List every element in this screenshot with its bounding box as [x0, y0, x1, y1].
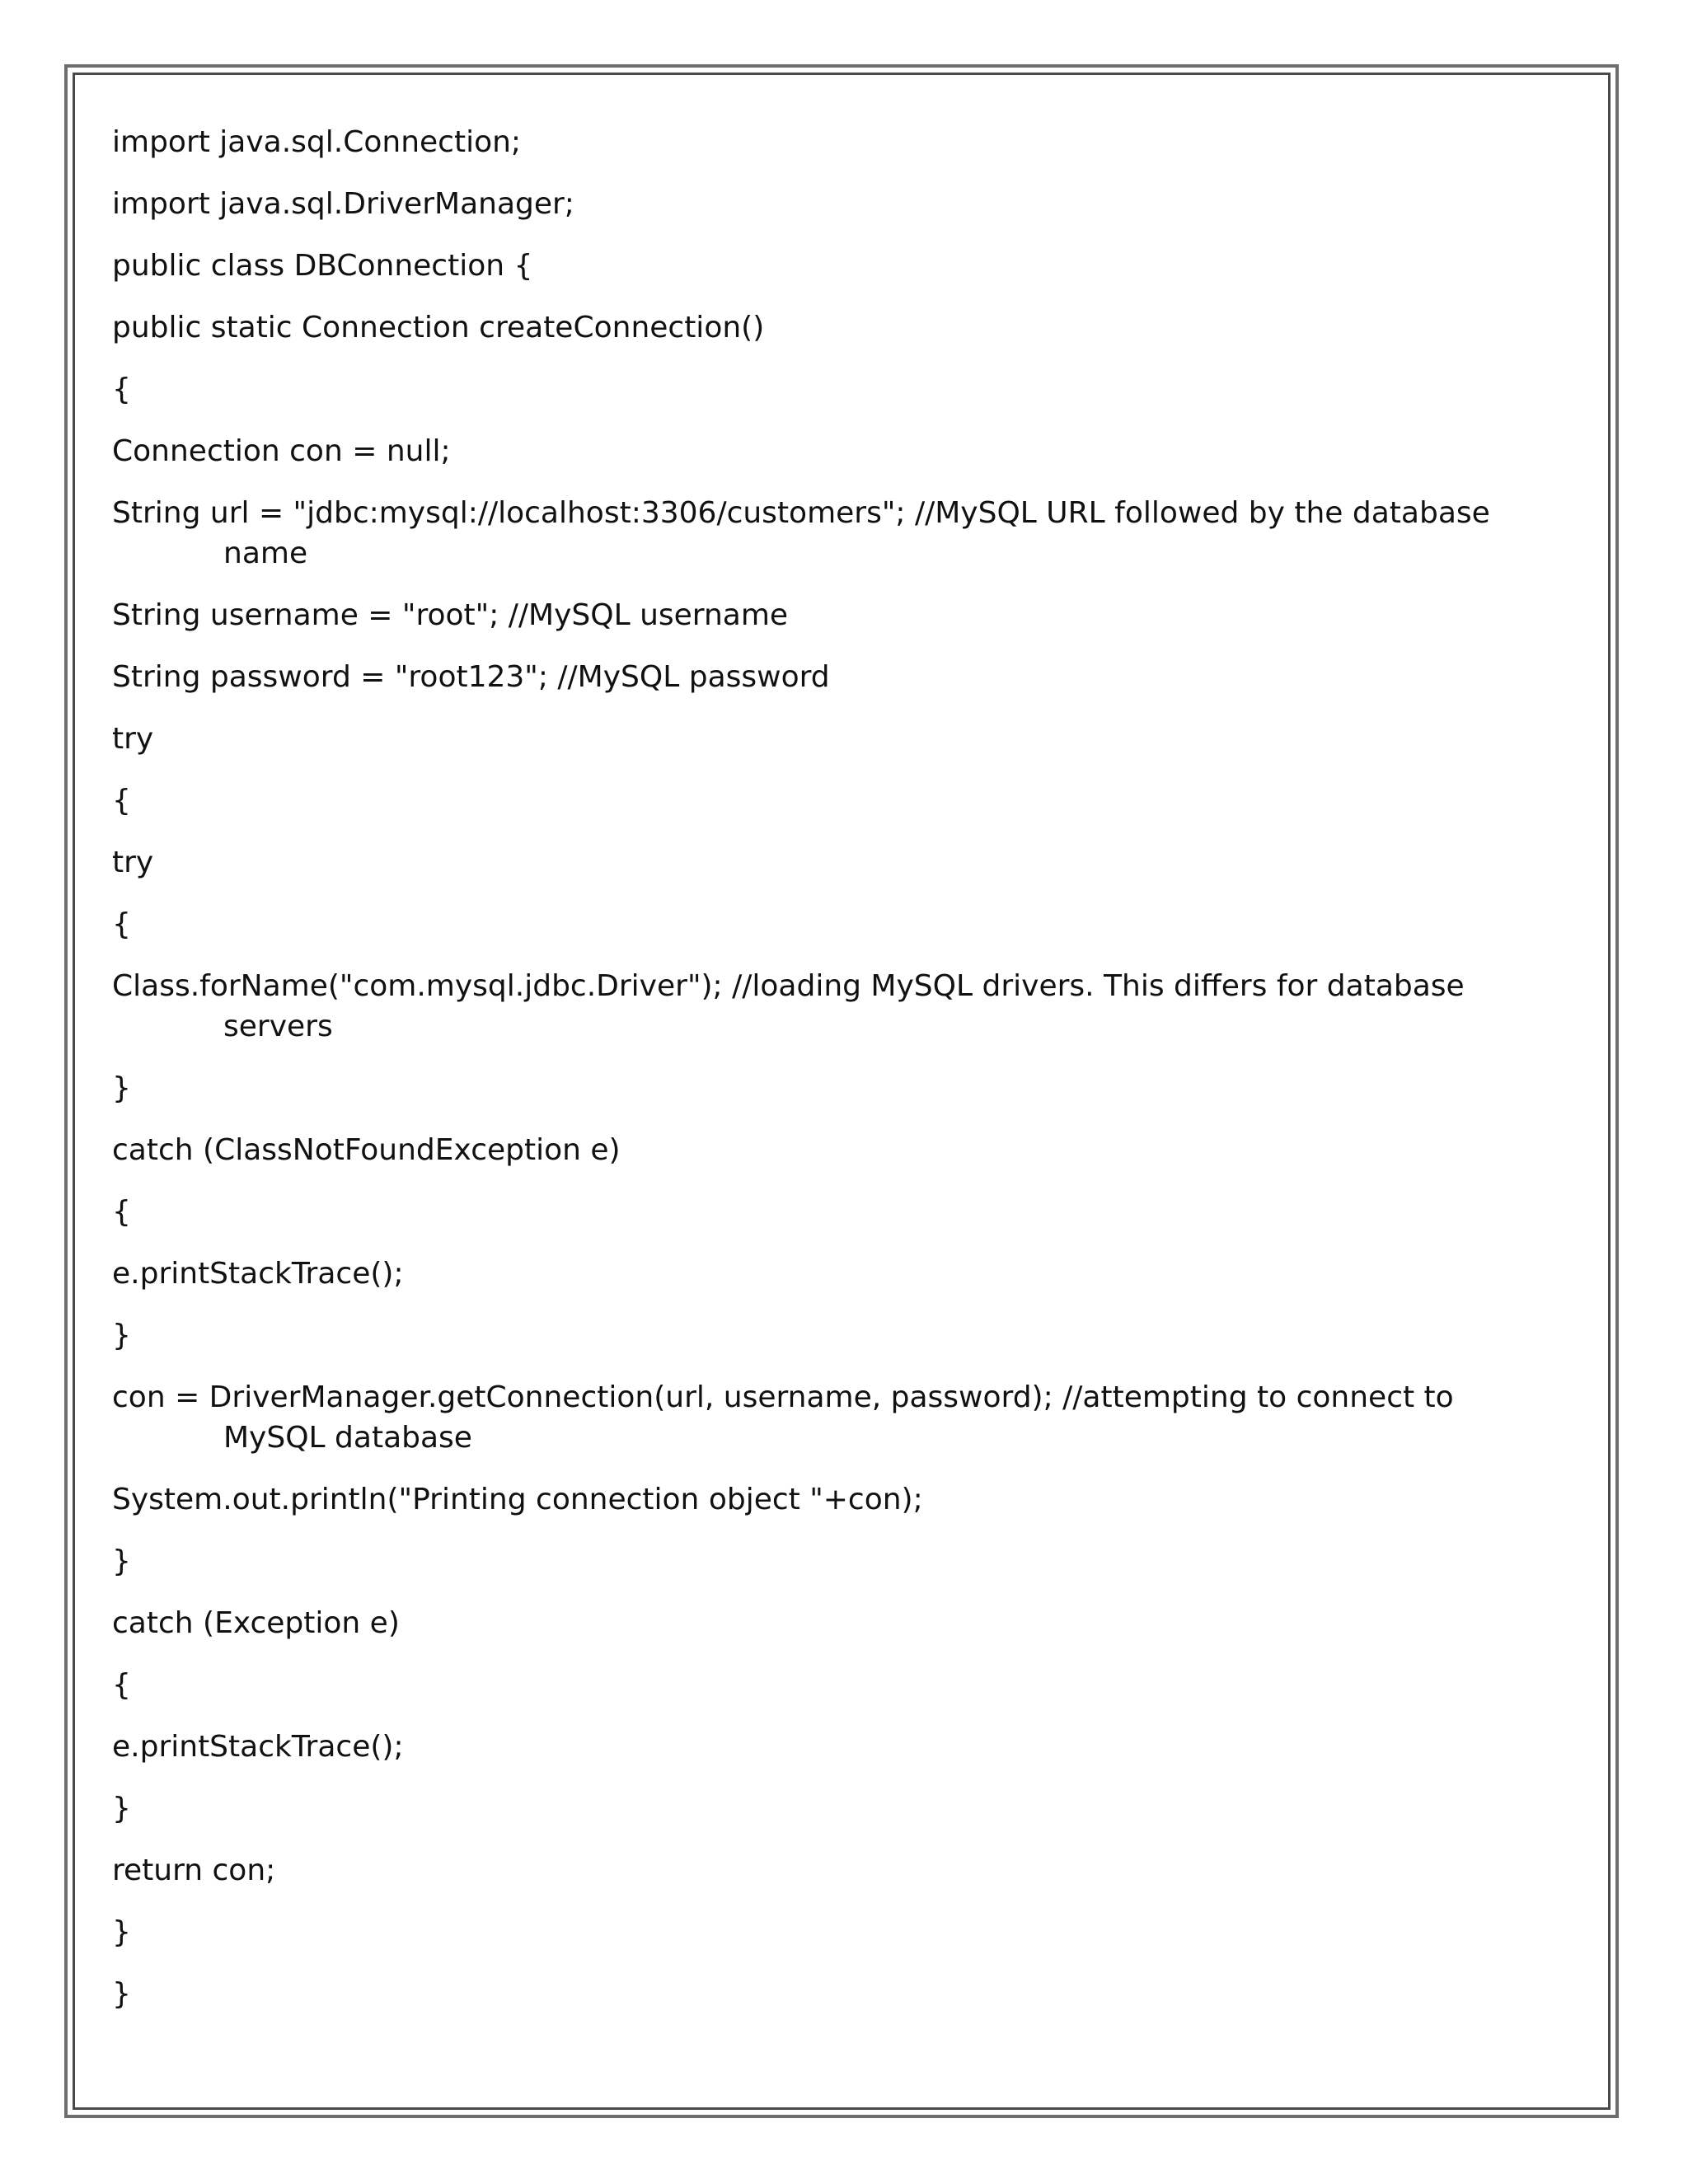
code-line: Class.forName("com.mysql.jdbc.Driver"); //loading MySQL drivers. This differs for database servers — [112, 969, 1475, 1043]
code-line: public static Connection createConnection() — [112, 311, 765, 344]
code-line: e.printStackTrace(); — [112, 1730, 404, 1764]
code-line: import java.sql.Connection; — [112, 125, 522, 159]
code-line: try — [112, 722, 154, 756]
code-line: return con; — [112, 1854, 276, 1887]
code-line: String url = "jdbc:mysql://localhost:3306/customers"; //MySQL URL followed by the database name — [112, 496, 1500, 570]
code-line: import java.sql.DriverManager; — [112, 187, 574, 221]
code-line: { — [112, 784, 131, 818]
code-line: { — [112, 907, 131, 941]
code-line: String username = "root"; //MySQL username — [112, 598, 789, 632]
code-line: try — [112, 846, 154, 879]
code-line: } — [112, 1792, 131, 1825]
code-line: e.printStackTrace(); — [112, 1257, 404, 1291]
code-line: Connection con = null; — [112, 434, 451, 468]
code-line: catch (Exception e) — [112, 1606, 400, 1640]
code-line: } — [112, 1544, 131, 1578]
code-line: { — [112, 373, 131, 406]
code-line: } — [112, 1977, 131, 2011]
code-listing — [112, 122, 1563, 2036]
code-line: { — [112, 1195, 131, 1229]
code-line: } — [112, 1071, 131, 1105]
code-line: catch (ClassNotFoundException e) — [112, 1133, 621, 1167]
code-line: } — [112, 1319, 131, 1352]
code-line: } — [112, 1915, 131, 1949]
code-line: System.out.println("Printing connection object "+con); — [112, 1483, 923, 1516]
code-line: public class DBConnection { — [112, 249, 533, 283]
code-line: con = DriverManager.getConnection(url, username, password); //attempting to connect to MySQL database — [112, 1380, 1464, 1455]
code-line: String password = "root123"; //MySQL password — [112, 660, 830, 694]
code-line: { — [112, 1668, 131, 1702]
